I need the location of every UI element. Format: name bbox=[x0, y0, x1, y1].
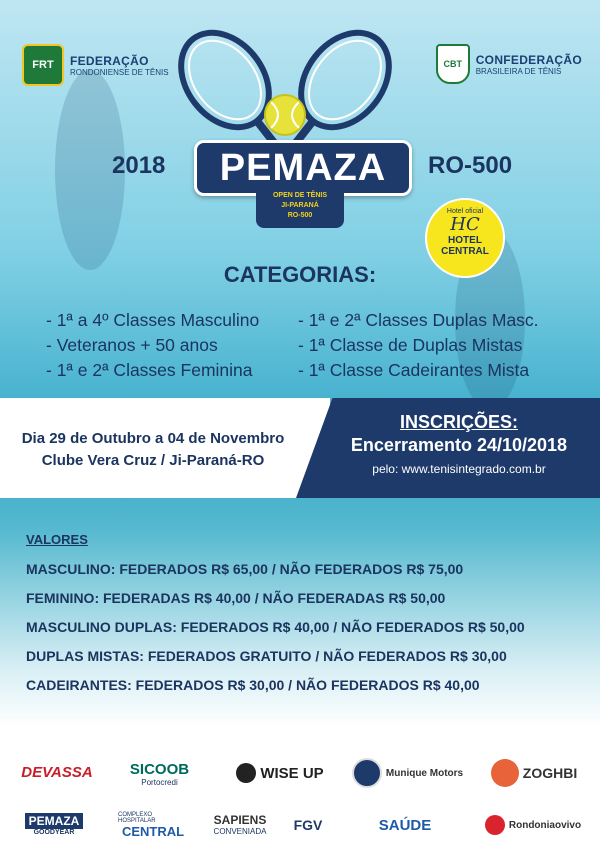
price-row: FEMININO: FEDERADAS R$ 40,00 / NÃO FEDERADAS R$ 50,00 bbox=[26, 590, 446, 606]
sponsor-wiseup-logo: WISE UP bbox=[225, 760, 335, 786]
info-band bbox=[0, 398, 600, 498]
wiseup-icon bbox=[236, 763, 256, 783]
category-item: - 1ª e 2ª Classes Feminina bbox=[46, 360, 253, 380]
hotel-monogram: HC bbox=[450, 214, 480, 235]
federation-crest-icon: FRT bbox=[22, 44, 64, 86]
category-item: - 1ª a 4º Classes Masculino bbox=[46, 310, 260, 330]
confederation-logo bbox=[436, 44, 582, 84]
registration-panel bbox=[318, 412, 600, 476]
registration-deadline: Encerramento 24/10/2018 bbox=[350, 435, 568, 455]
federation-logo bbox=[22, 44, 169, 86]
event-dates-line-1: Dia 29 de Outubro a 04 de Novembro bbox=[21, 430, 285, 447]
open-line-1: OPEN DE TÊNIS bbox=[272, 192, 328, 199]
sponsor-saude-logo: SAÚDE bbox=[378, 816, 432, 834]
price-row: MASCULINO: FEDERADOS R$ 65,00 / NÃO FEDERADOS R$ 75,00 bbox=[26, 561, 464, 577]
prices-section bbox=[26, 532, 525, 700]
sponsor-central-logo: COMPLEXO HOSPITALAR CENTRAL bbox=[118, 811, 185, 839]
open-badge bbox=[256, 188, 344, 228]
price-row: MASCULINO DUPLAS: FEDERADOS R$ 40,00 / NÃO FEDERADOS R$ 50,00 bbox=[26, 619, 525, 635]
category-item: - 1ª Classe de Duplas Mistas bbox=[298, 335, 523, 355]
category-item: - 1ª Classe Cadeirantes Mista bbox=[298, 360, 530, 380]
sponsor-munique-logo: Munique Motors bbox=[350, 758, 465, 788]
sponsor-sicoob-logo: SICOOB Portocredi bbox=[129, 761, 190, 787]
sponsors-strip bbox=[0, 750, 600, 855]
sponsor-fgv-logo: FGV bbox=[293, 817, 323, 833]
registration-site: pelo: www.tenisintegrado.com.br bbox=[372, 462, 546, 476]
event-year: 2018 bbox=[112, 152, 166, 179]
sponsor-pemaza-logo: PEMAZA GOODYEAR bbox=[14, 808, 94, 840]
category-item: - 1ª e 2ª Classes Duplas Masc. bbox=[298, 310, 539, 330]
zoghbi-icon bbox=[491, 759, 519, 787]
confederation-crest-icon: CBT bbox=[436, 44, 470, 84]
hotel-name-line-1: HOTEL bbox=[448, 235, 482, 246]
federation-subtitle: RONDONIENSE DE TÊNIS bbox=[70, 67, 169, 77]
categories-right bbox=[298, 308, 539, 383]
rondonia-icon bbox=[485, 815, 505, 835]
prices-heading: VALORES bbox=[26, 532, 88, 547]
open-line-2: JI-PARANÁ bbox=[281, 202, 319, 209]
category-item: - Veteranos + 50 anos bbox=[46, 335, 218, 355]
registration-title: INSCRIÇÕES: bbox=[399, 412, 518, 432]
price-row: CADEIRANTES: FEDERADOS R$ 30,00 / NÃO FEDERADOS R$ 40,00 bbox=[26, 677, 480, 693]
open-line-3: RO-500 bbox=[287, 212, 313, 219]
sponsor-zoghbi-logo: ZOGHBI bbox=[478, 756, 590, 790]
event-dates bbox=[8, 428, 298, 472]
sponsor-rondonia-logo: Rondoniaovivo bbox=[478, 808, 588, 842]
tennis-ball-icon bbox=[265, 95, 305, 135]
sponsor-devassa-logo: DEVASSA bbox=[21, 763, 93, 781]
event-tier: RO-500 bbox=[428, 152, 513, 179]
confederation-title: CONFEDERAÇÃO bbox=[475, 52, 582, 67]
categories-title: CATEGORIAS: bbox=[223, 262, 377, 287]
categories-left bbox=[46, 308, 259, 383]
hotel-name-line-2: CENTRAL bbox=[441, 246, 489, 257]
federation-title: FEDERAÇÃO bbox=[70, 53, 149, 68]
bmw-icon bbox=[352, 758, 382, 788]
sponsor-sapiens-logo: SAPIENS CONVENIADA bbox=[213, 812, 267, 836]
event-title: PEMAZA bbox=[219, 146, 387, 189]
hotel-small-label: Hotel oficial bbox=[446, 208, 484, 215]
price-row: DUPLAS MISTAS: FEDERADOS GRATUITO / NÃO FEDERADOS R$ 30,00 bbox=[26, 648, 507, 664]
event-venue: Clube Vera Cruz / Ji-Paraná-RO bbox=[41, 452, 265, 469]
confederation-subtitle: BRASILEIRA DE TÊNIS bbox=[475, 66, 562, 76]
